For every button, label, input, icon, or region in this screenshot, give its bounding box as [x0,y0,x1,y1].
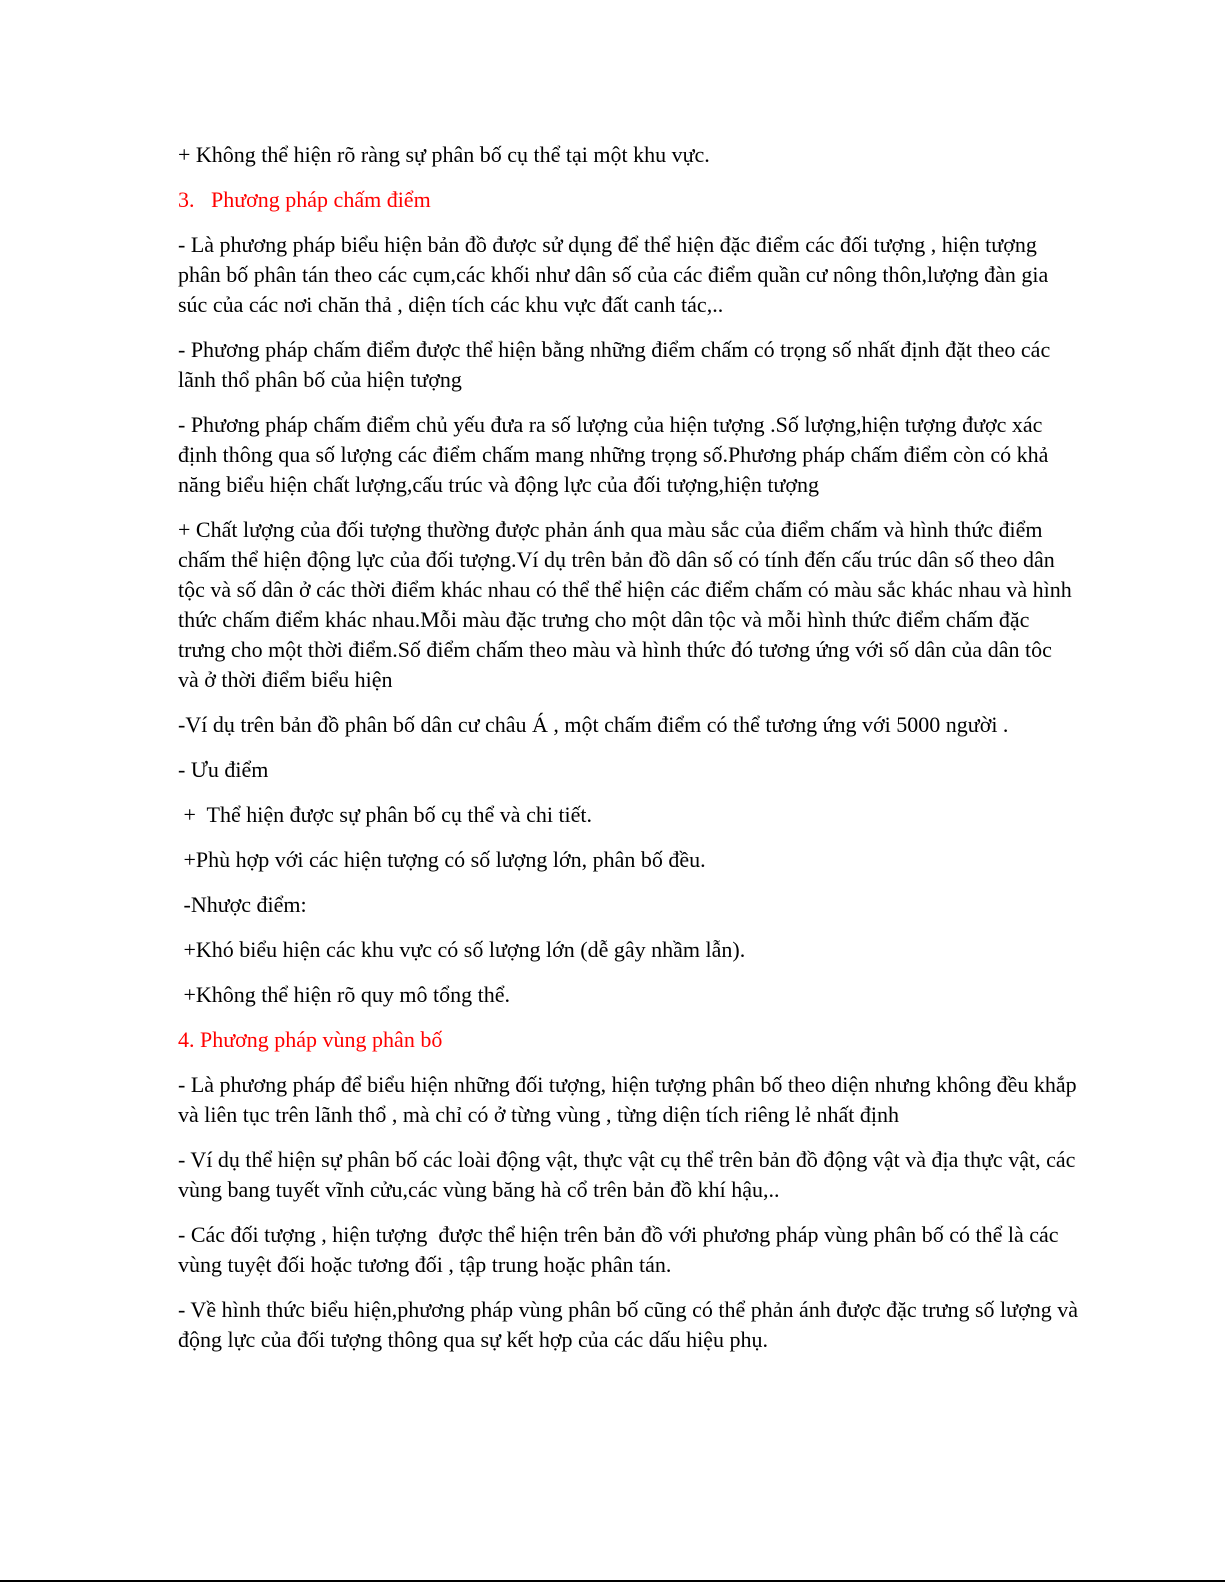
paragraph-text: + Không thể hiện rõ ràng sự phân bố cụ thể tại một khu vực. [178,142,710,167]
section-heading-4: 4. Phương pháp vùng phân bố [178,1027,443,1052]
disadvantage-item: +Khó biểu hiện các khu vực có số lượng lớn (dễ gây nhầm lẫn). [178,937,746,962]
advantage-item: + Thể hiện được sự phân bố cụ thể và chi tiết. [178,802,593,827]
advantages-label: - Ưu điểm [178,757,269,782]
paragraph-text: - Phương pháp chấm điểm chủ yếu đưa ra số lượng của hiện tượng .Số lượng,hiện tượng được xác định thông qua số lượng các điểm chấm mang những trọng số.Phương pháp chấm điểm còn có khả năng biểu hiện chất lượng,cấu trúc và động lực của đối tượng,hiện tượng [178,412,1054,497]
paragraph-text: - Ví dụ thể hiện sự phân bố các loài động vật, thực vật cụ thể trên bản đồ động vật và địa thực vật, các vùng bang tuyết vĩnh cửu,các vùng băng hà cổ trên bản đồ khí hậu,.. [178,1147,1081,1202]
paragraph-text: -Ví dụ trên bản đồ phân bố dân cư châu Á , một chấm điểm có thể tương ứng với 5000 người . [178,712,1009,737]
paragraph-text: - Là phương pháp biểu hiện bản đồ được sử dụng để thể hiện đặc điểm các đối tượng , hiện tượng phân bố phân tán theo các cụm,các khối như dân số của các điểm quần cư nông thôn,lượng đàn gia súc của các nơi chăn thả , diện tích các khu vực đất canh tác,.. [178,232,1054,317]
section-heading-3: 3. Phương pháp chấm điểm [178,187,431,212]
paragraph-text: - Phương pháp chấm điểm được thể hiện bằng những điểm chấm có trọng số nhất định đặt theo các lãnh thổ phân bố của hiện tượng [178,337,1056,392]
disadvantage-item: +Không thể hiện rõ quy mô tổng thể. [178,982,510,1007]
paragraph-text: - Là phương pháp để biểu hiện những đối tượng, hiện tượng phân bố theo diện nhưng không đều khắp và liên tục trên lãnh thổ , mà chỉ có ở từng vùng , từng diện tích riêng lẻ nhất định [178,1072,1083,1127]
disadvantages-label: -Nhược điểm: [178,892,307,917]
advantage-item: +Phù hợp với các hiện tượng có số lượng lớn, phân bố đều. [178,847,706,872]
page-bottom-border [0,1580,1225,1582]
paragraph-text: - Về hình thức biểu hiện,phương pháp vùng phân bố cũng có thể phản ánh được đặc trưng số lượng và động lực của đối tượng thông qua sự kết hợp của các dấu hiệu phụ. [178,1297,1084,1352]
document-body [178,140,1084,1370]
paragraph-text: + Chất lượng của đối tượng thường được phản ánh qua màu sắc của điểm chấm và hình thức điểm chấm thể hiện động lực của đối tượng.Ví dụ trên bản đồ dân số có tính đến cấu trúc dân số theo dân tộc và số dân ở các thời điểm khác nhau có thể thể hiện các điểm chấm có màu sắc khác nhau và hình thức chấm điểm khác nhau.Mỗi màu đặc trưng cho một dân tộc và mỗi hình thức điểm chấm đặc trưng cho một thời điểm.Số điểm chấm theo màu và hình thức đó tương ứng với số dân của dân tôc và ở thời điểm biểu hiện [178,517,1078,692]
paragraph-text: - Các đối tượng , hiện tượng được thể hiện trên bản đồ với phương pháp vùng phân bố có thể là các vùng tuyệt đối hoặc tương đối , tập trung hoặc phân tán. [178,1222,1065,1277]
